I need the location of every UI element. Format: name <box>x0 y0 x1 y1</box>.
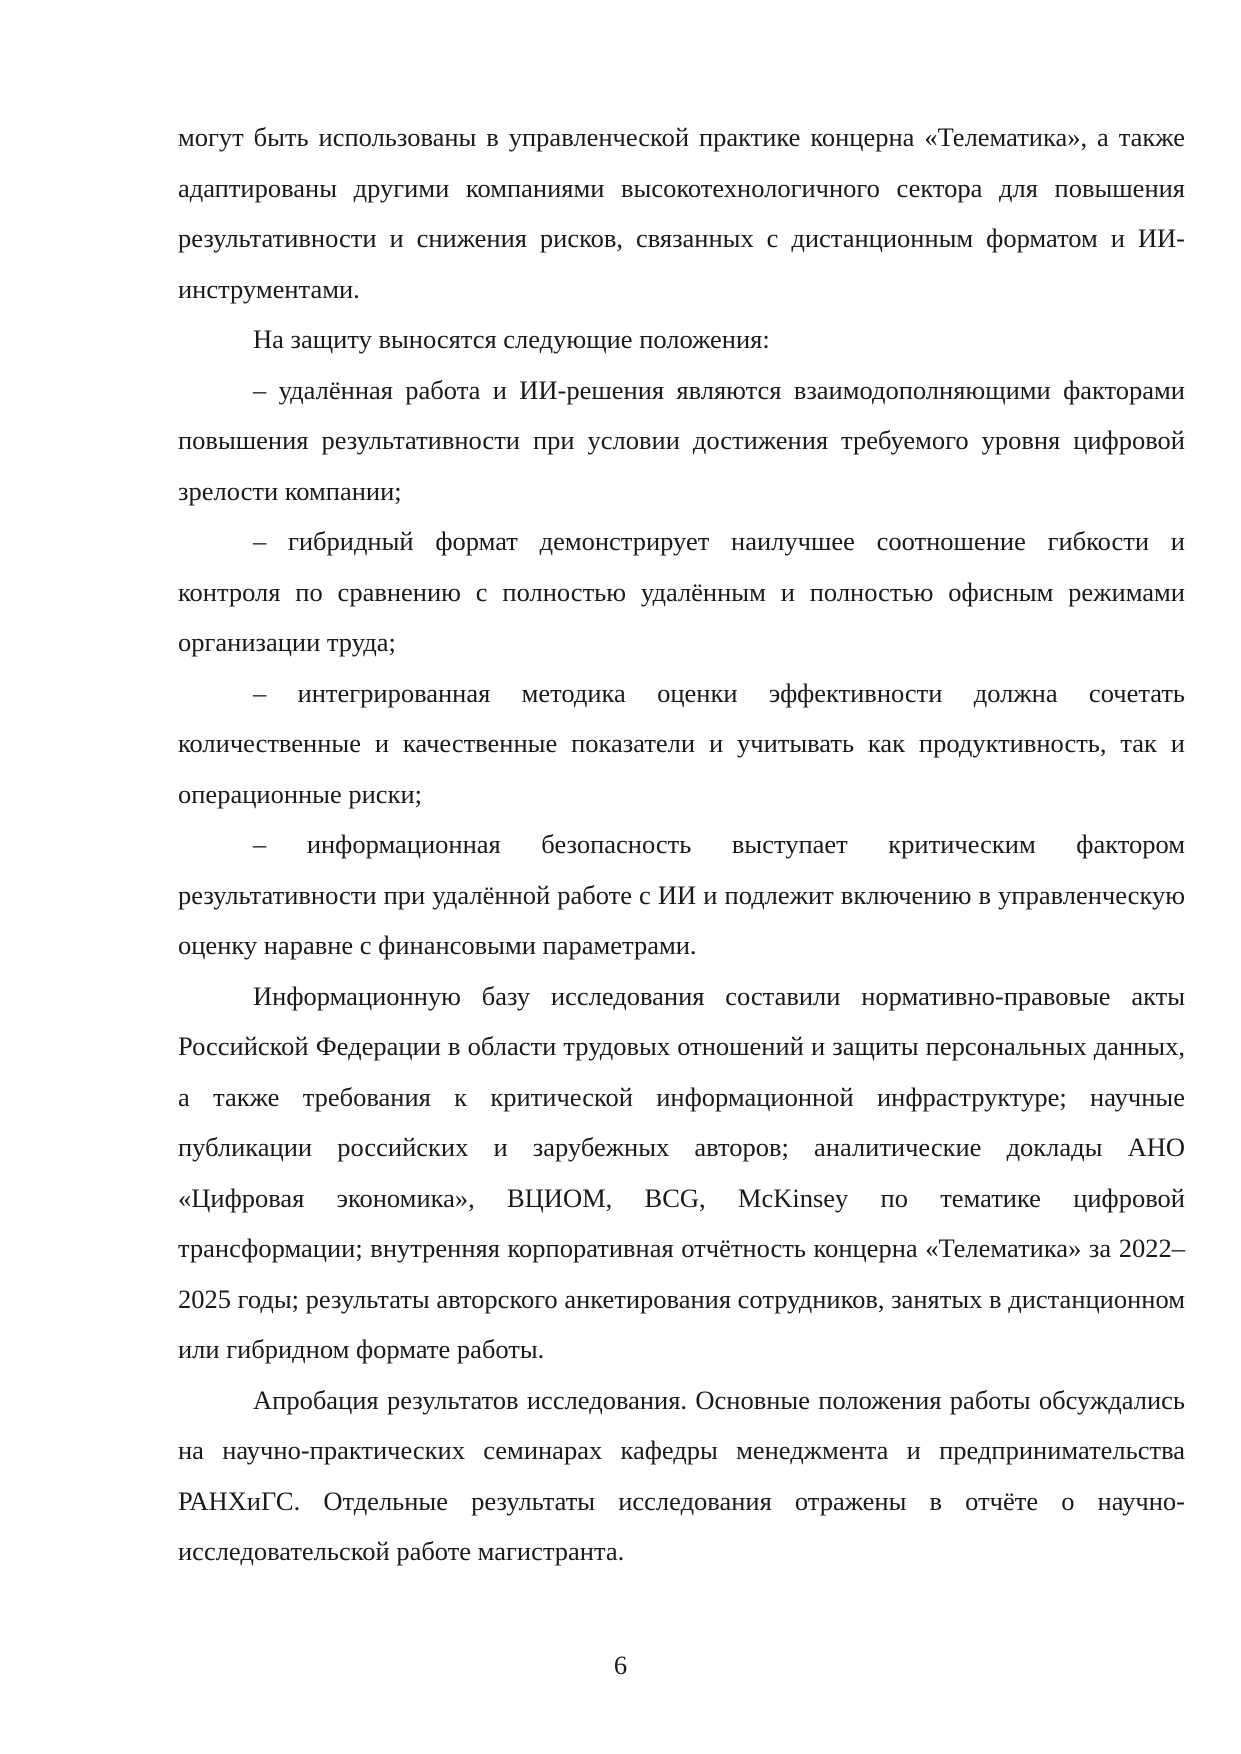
paragraph-defense-point-1: – удалённая работа и ИИ-решения являются взаимодополняющими факторами повышения результативности при условии достижения требуемого уровня цифровой зрелости компании; <box>178 374 1185 506</box>
paragraph-defense-point-3: – интегрированная методика оценки эффективности должна сочетать количественные и качественные показатели и учитывать как продуктивность, так и операционные риски; <box>178 677 1185 809</box>
paragraph-information-base: Информационную базу исследования составили нормативно-правовые акты Российской Федерации в области трудовых отношений и защиты персональных данных, а также требования к критической информационной инфраструктуре; научные публикации российских и зарубежных авторов; аналитические доклады АНО «Цифровая экономика», ВЦИОМ, BCG, McKinsey по тематике цифровой трансформации; внутренняя корпоративная отчётность концерна «Телематика» за 2022–2025 годы; результаты авторского анкетирования сотрудников, занятых в дистанционном или гибридном формате работы. <box>178 980 1185 1364</box>
paragraph-approbation: Апробация результатов исследования. Основные положения работы обсуждались на научно-практических семинарах кафедры менеджмента и предпринимательства РАНХиГС. Отдельные результаты исследования отражены в отчёте о научно-исследовательской работе магистранта. <box>178 1384 1185 1566</box>
page-number: 6 <box>613 1650 628 1680</box>
paragraph-defense-intro: На защиту выносятся следующие положения: <box>253 324 770 354</box>
paragraph-defense-point-2: – гибридный формат демонстрирует наилучшее соотношение гибкости и контроля по сравнению с полностью удалённым и полностью офисным режимами организации труда; <box>178 526 1185 657</box>
page-body <box>178 112 1185 1577</box>
paragraph-continuation: могут быть использованы в управленческой практике концерна «Телематика», а также адаптированы другими компаниями высокотехнологичного сектора для повышения результативности и снижения рисков, связанных с дистанционным форматом и ИИ-инструментами. <box>178 122 1185 304</box>
paragraph-defense-point-4: – информационная безопасность выступает критическим фактором результативности при удалённой работе с ИИ и подлежит включению в управленческую оценку наравне с финансовыми параметрами. <box>178 829 1185 960</box>
